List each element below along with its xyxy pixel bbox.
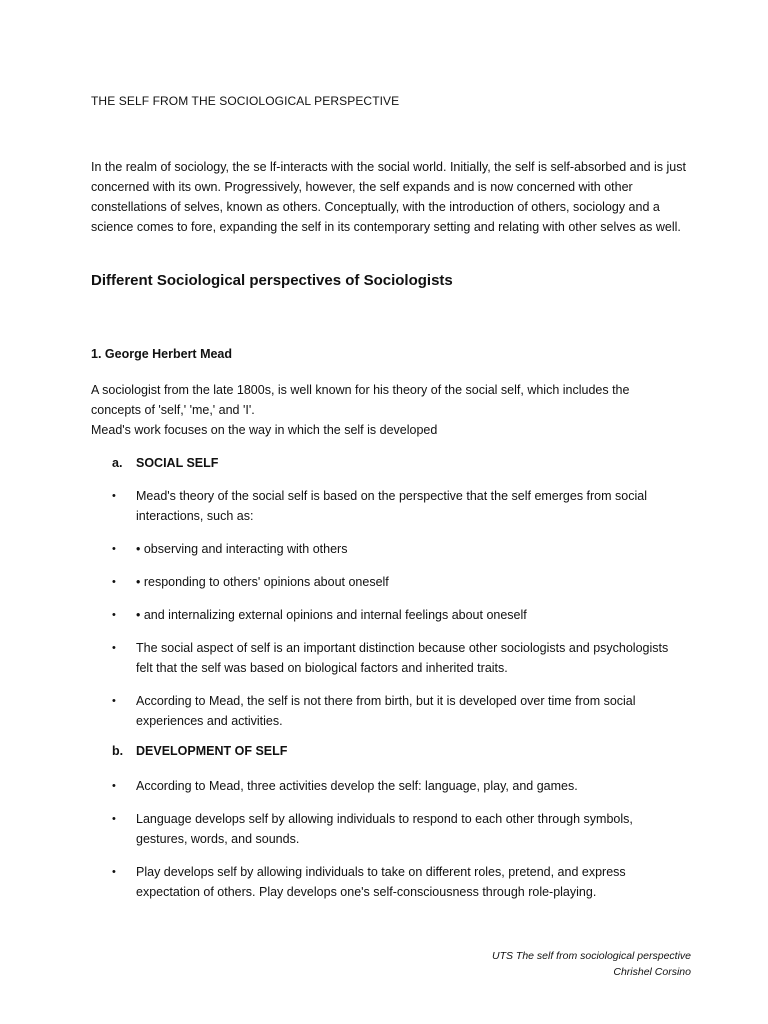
bullet-icon: • (112, 609, 116, 621)
subheading-title: DEVELOPMENT OF SELF (136, 744, 288, 758)
section-heading: Different Sociological perspectives of Sociologists (91, 272, 453, 289)
bullet-icon: • (112, 695, 116, 707)
bullet-icon: • (112, 866, 116, 878)
subheading-label: b. (112, 744, 124, 758)
subheading-label: a. (112, 456, 123, 470)
list-item-text: • and internalizing external opinions and internal feelings about oneself (136, 608, 527, 622)
bullet-icon: • (112, 813, 116, 825)
bullet-icon: • (112, 642, 116, 654)
footer-author: Chrishel Corsino (613, 966, 691, 978)
subheading-title: SOCIAL SELF (136, 456, 219, 470)
list-item (112, 776, 672, 796)
list-item-text: The social aspect of self is an important distinction because other sociologists and psychologists felt that the self was based on biological factors and inherited traits. (136, 641, 669, 675)
list-item (112, 605, 672, 625)
list-item (112, 809, 672, 849)
subsection-heading: 1. George Herbert Mead (91, 347, 233, 361)
intro-paragraph: In the realm of sociology, the se lf-interacts with the social world. Initially, the self is self-absorbed and is just concerned with its own. Progressively, however, the self expands and is now concerned with other constellations of selves, known as others. Conceptually, with the introduction of others, sociology and a science comes to fore, expanding the self in its contemporary setting and relating with other selves as well. (91, 160, 686, 234)
list-item-text: Play develops self by allowing individuals to take on different roles, pretend, and express expectation of others. Play develops one's self-consciousness through role-playing. (136, 865, 626, 899)
mead-intro-paragraph (91, 380, 671, 440)
list-item (112, 691, 672, 731)
mead-description: A sociologist from the late 1800s, is well known for his theory of the social self, which includes the concepts of 'self,' 'me,' and 'I'. (91, 383, 630, 417)
bullet-icon: • (112, 576, 116, 588)
list-item-text: According to Mead, three activities develop the self: language, play, and games. (136, 779, 578, 793)
list-item-text: • responding to others' opinions about oneself (136, 575, 389, 589)
document-title: THE SELF FROM THE SOCIOLOGICAL PERSPECTIVE (91, 94, 400, 108)
list-item (112, 486, 672, 526)
footer-course-title: UTS The self from sociological perspective (492, 950, 691, 962)
mead-focus-line: Mead's work focuses on the way in which the self is developed (91, 423, 438, 437)
list-item-text: Language develops self by allowing individuals to respond to each other through symbols, gestures, words, and sounds. (136, 812, 633, 846)
list-item (112, 539, 672, 559)
list-item (112, 638, 672, 678)
bullet-icon: • (112, 490, 116, 502)
subheading-social-self (112, 456, 218, 470)
list-item (112, 862, 672, 902)
list-item-text: Mead's theory of the social self is based on the perspective that the self emerges from social interactions, such as: (136, 489, 647, 523)
list-item-text: • observing and interacting with others (136, 542, 348, 556)
bullet-icon: • (112, 543, 116, 555)
list-item (112, 572, 672, 592)
subheading-development-of-self (112, 744, 287, 758)
bullet-icon: • (112, 780, 116, 792)
list-item-text: According to Mead, the self is not there from birth, but it is developed over time from social experiences and activities. (136, 694, 636, 728)
page-footer (492, 948, 691, 980)
